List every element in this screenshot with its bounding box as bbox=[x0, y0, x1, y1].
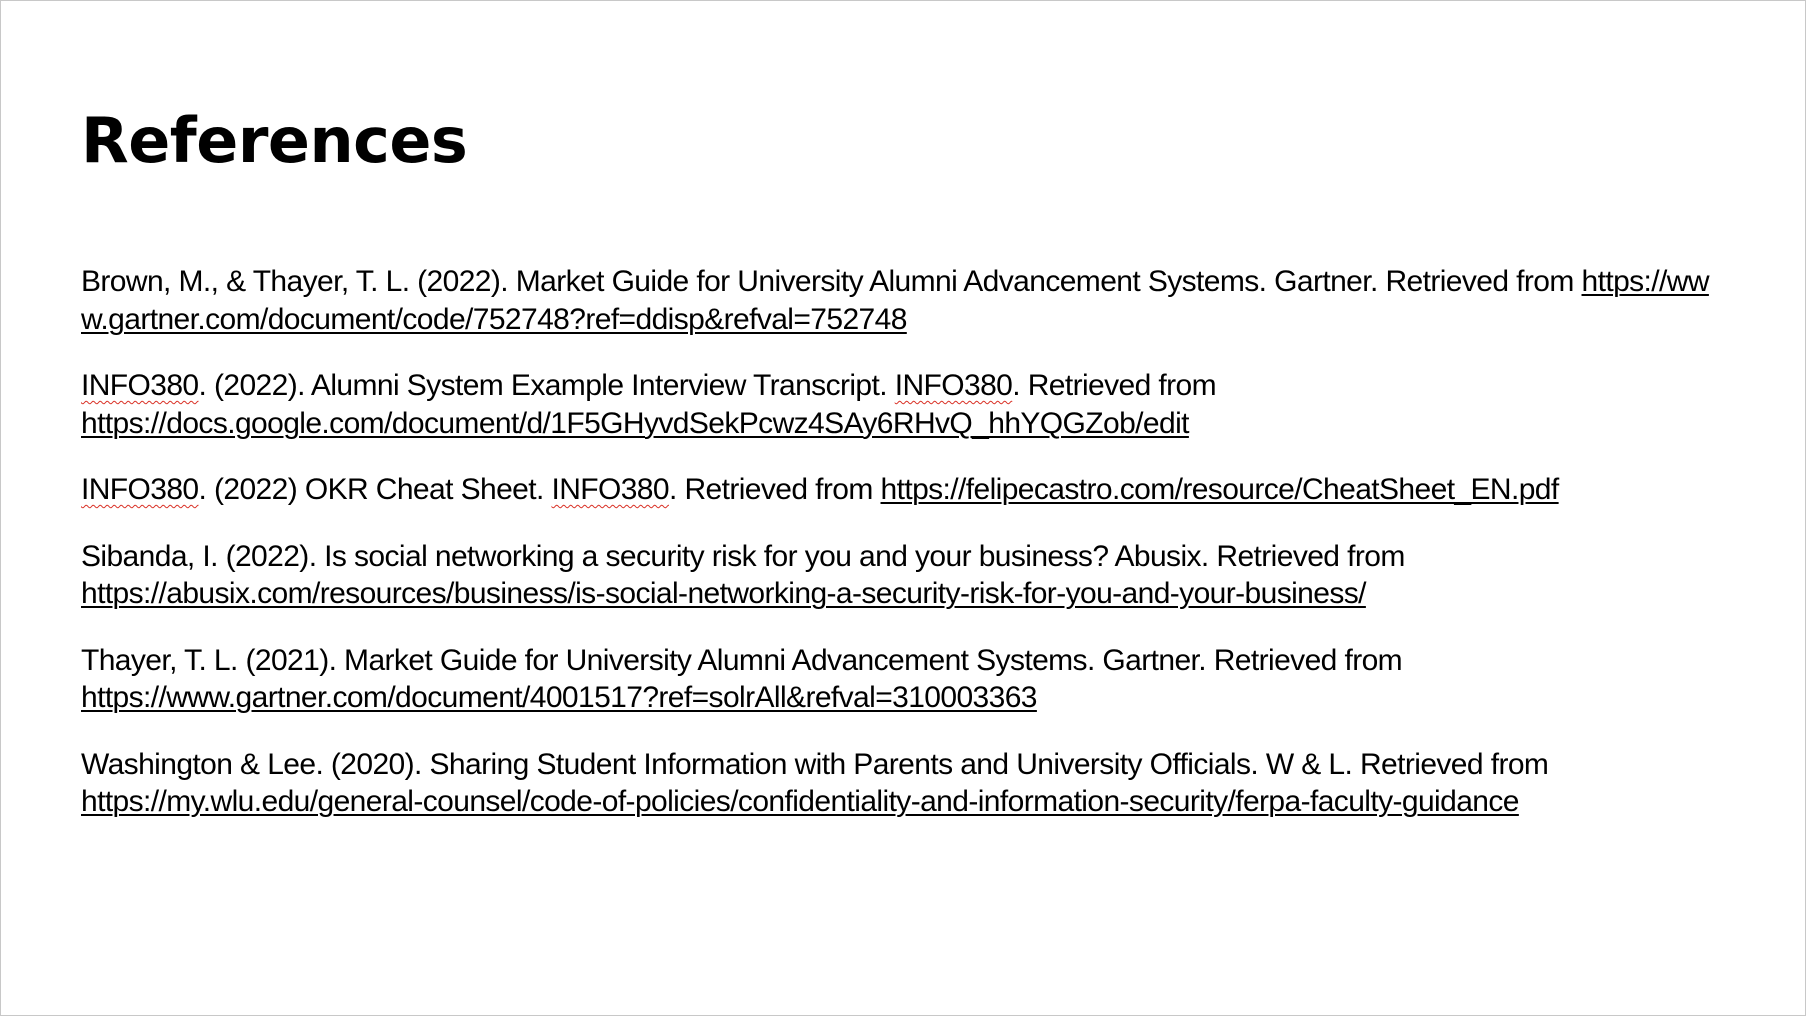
spellcheck-flagged-word[interactable]: INFO380 bbox=[551, 473, 669, 506]
reference-text[interactable]: Thayer, T. L. (2021). Market Guide for University Alumni Advancement Systems. Gartner. Retrieved from bbox=[81, 643, 1403, 677]
reference-item bbox=[81, 538, 1731, 613]
reference-text[interactable]: Washington & Lee. (2020). Sharing Student Information with Parents and University Officials. W & L. Retrieved from bbox=[81, 747, 1549, 781]
spellcheck-flagged-word[interactable]: INFO380 bbox=[81, 473, 199, 506]
reference-item bbox=[81, 642, 1731, 717]
spellcheck-flagged-word[interactable]: INFO380 bbox=[81, 369, 199, 402]
spellcheck-flagged-word[interactable]: INFO380 bbox=[894, 369, 1013, 402]
reference-link[interactable]: https://my.wlu.edu/general-counsel/code-of-policies/confidentiality-and-information-security/ferpa-faculty-guidance bbox=[81, 785, 1519, 818]
reference-text[interactable]: . (2022) OKR Cheat Sheet. bbox=[198, 473, 552, 506]
reference-item bbox=[81, 367, 1731, 442]
reference-item bbox=[81, 471, 1731, 509]
reference-text[interactable]: Brown, M., & Thayer, T. L. (2022). Market Guide for University Alumni Advancement Systems. Gartner. Retrieved from bbox=[81, 265, 1582, 298]
reference-item bbox=[81, 263, 1731, 338]
slide-title[interactable]: References bbox=[81, 104, 468, 177]
reference-link[interactable]: https://abusix.com/resources/business/is-social-networking-a-security-risk-for-you-and-your-business/ bbox=[81, 577, 1366, 610]
reference-item bbox=[81, 746, 1731, 821]
reference-text[interactable]: Sibanda, I. (2022). Is social networking a security risk for you and your business? Abusix. Retrieved from bbox=[81, 539, 1405, 573]
reference-link[interactable]: https://docs.google.com/document/d/1F5GHyvdSekPcwz4SAy6RHvQ_hhYQGZob/edit bbox=[81, 406, 1189, 440]
reference-link[interactable]: https://www.gartner.com/document/code/752748?ref=ddisp&refval=752748 bbox=[81, 265, 1709, 336]
reference-text[interactable]: . Retrieved from bbox=[668, 473, 881, 506]
reference-text[interactable]: . Retrieved from bbox=[1012, 369, 1217, 402]
reference-link[interactable]: https://www.gartner.com/document/4001517?ref=solrAll&refval=310003363 bbox=[81, 681, 1037, 714]
reference-list bbox=[81, 263, 1731, 850]
reference-link[interactable]: https://felipecastro.com/resource/CheatSheet_EN.pdf bbox=[880, 473, 1559, 506]
reference-text[interactable]: . (2022). Alumni System Example Interview Transcript. bbox=[198, 369, 895, 402]
